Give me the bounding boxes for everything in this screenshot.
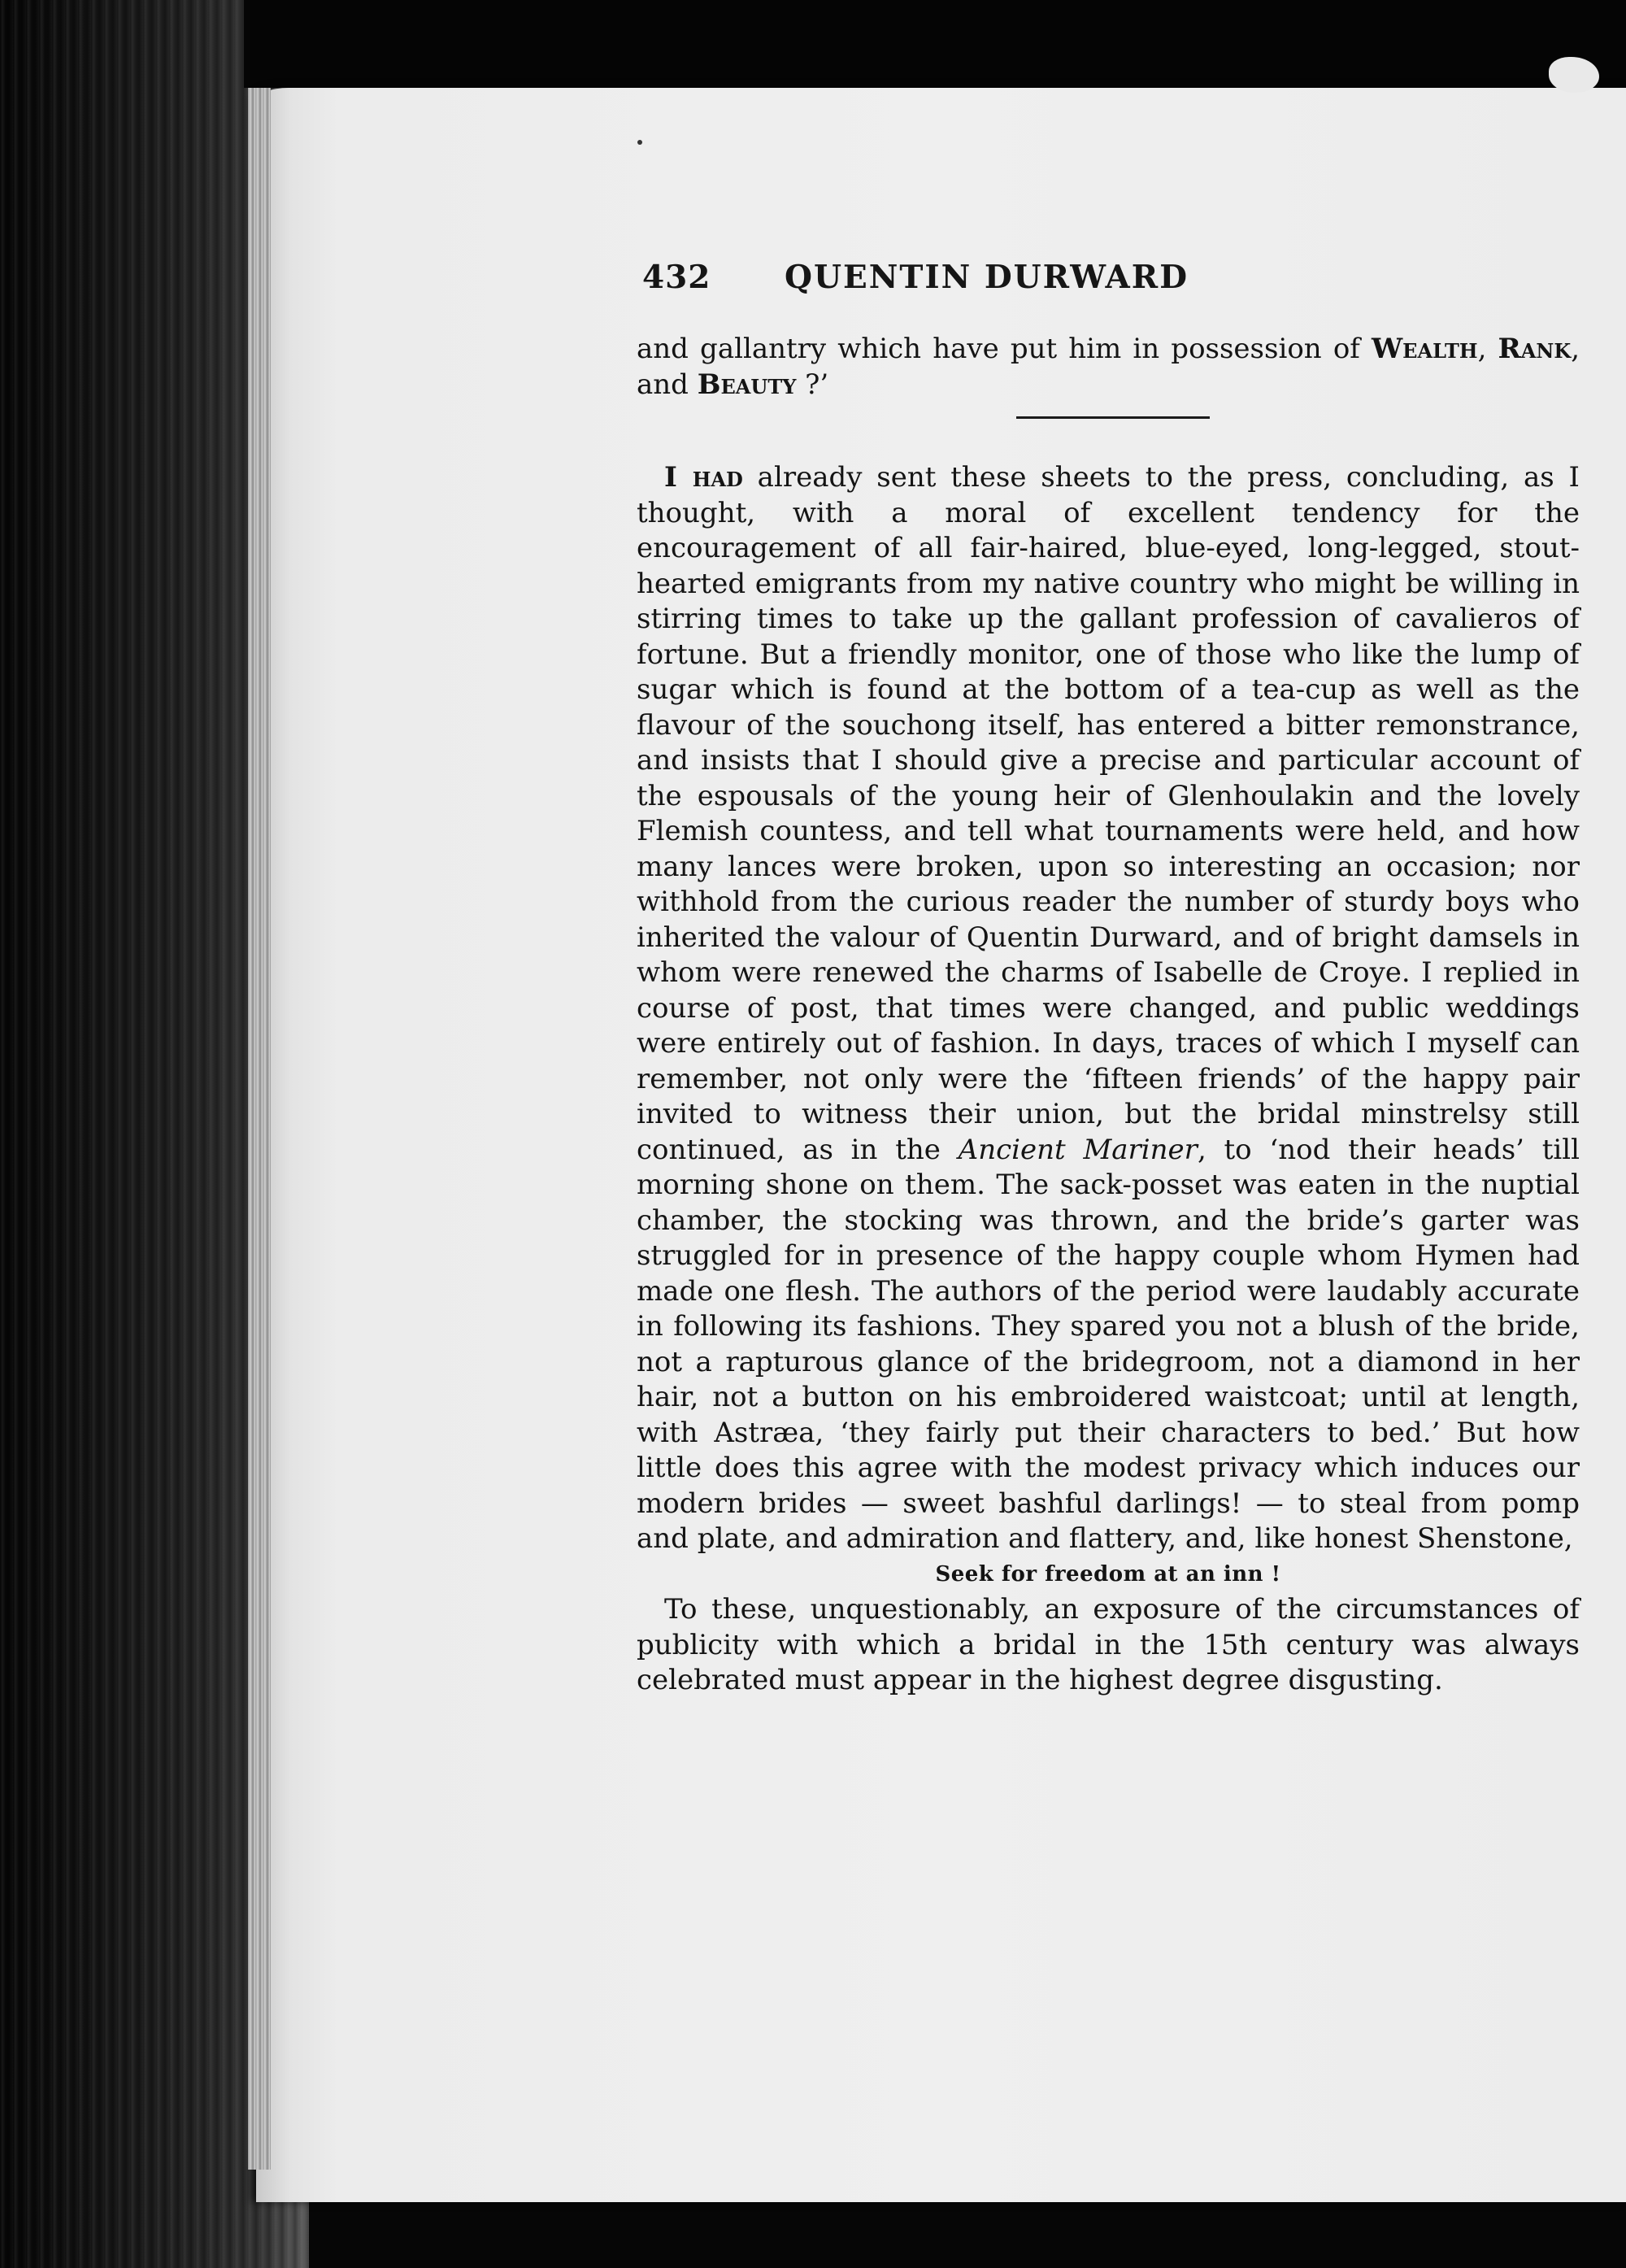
closing-paragraph: To these, unquestionably, an exposure of the circumstances of publicity with which a bridal in the 15th century was always celebrated must appear in the highest degree disgusting.	[637, 1593, 1580, 1696]
top-shadow	[244, 0, 1626, 88]
opening-separator: , and	[637, 333, 1580, 401]
opening-paragraph	[637, 332, 1580, 403]
small-caps-word: Wealth	[1372, 333, 1478, 365]
main-paragraph	[637, 460, 1580, 1557]
paragraph-text: , to ‘nod their heads’ till morning shone on them. The sack-posset was eaten in the nuptial chamber, the stocking was thrown, and the bride’s garter was struggled for in presence of the happy couple whom Hymen had made one flesh. The authors of the period were laudably accurate in following its fashions. They spared you not a blush of the bride, not a rapturous glance of the bridegroom, not a diamond in her hair, not a button on his embroidered waistcoat; until at length, with Astræa, ‘they fairly put their characters to bed.’ But how little does this agree with the modest privacy which induces our modern brides — sweet bashful darlings! — to steal from pomp and plate, and admiration and flattery, and, like honest Shenstone,	[637, 1133, 1580, 1555]
page-number: 432	[642, 259, 711, 296]
opening-text: and gallantry which have put him in possession of	[637, 333, 1372, 365]
page-edge	[248, 88, 271, 2170]
paragraph-lead: I had	[664, 461, 743, 494]
small-caps-word: Beauty	[697, 368, 797, 401]
running-title: QUENTIN DURWARD	[785, 259, 1189, 296]
opening-separator: ,	[1477, 333, 1498, 365]
small-caps-word: Rank	[1498, 333, 1572, 365]
quoted-verse: Seek for freedom at an inn !	[935, 1561, 1281, 1587]
section-divider	[1016, 416, 1210, 419]
italic-title: Ancient Mariner	[958, 1133, 1198, 1166]
corner-mark	[1549, 57, 1599, 93]
body-text	[637, 332, 1580, 1699]
ink-dot	[637, 140, 642, 145]
paragraph-text: already sent these sheets to the press, concluding, as I thought, with a moral of excellent tendency for the encouragement of all fair-haired, blue-eyed, long-legged, stout-hearted emigrants from my native country who might be willing in stirring times to take up the gallant profession of cavalieros of fortune. But a friendly monitor, one of those who like the lump of sugar which is found at the bottom of a tea-cup as well as the flavour of the souchong itself, has entered a bitter remonstrance, and insists that I should give a precise and particular account of the espousals of the young heir of Glenhoulakin and the lovely Flemish countess, and tell what tournaments were held, and how many lances were broken, upon so interesting an occasion; nor withhold from the curious reader the number of sturdy boys who inherited the valour of Quentin Durward, and of bright damsels in whom were renewed the charms of Isabelle de Croye. I replied in course of post, that times were changed, and public weddings were entirely out of fashion. In days, traces of which I myself can remember, not only were the ‘fifteen friends’ of the happy pair invited to witness their union, but the bridal minstrelsy still continued, as in the	[637, 461, 1580, 1166]
opening-close: ?’	[796, 368, 829, 401]
